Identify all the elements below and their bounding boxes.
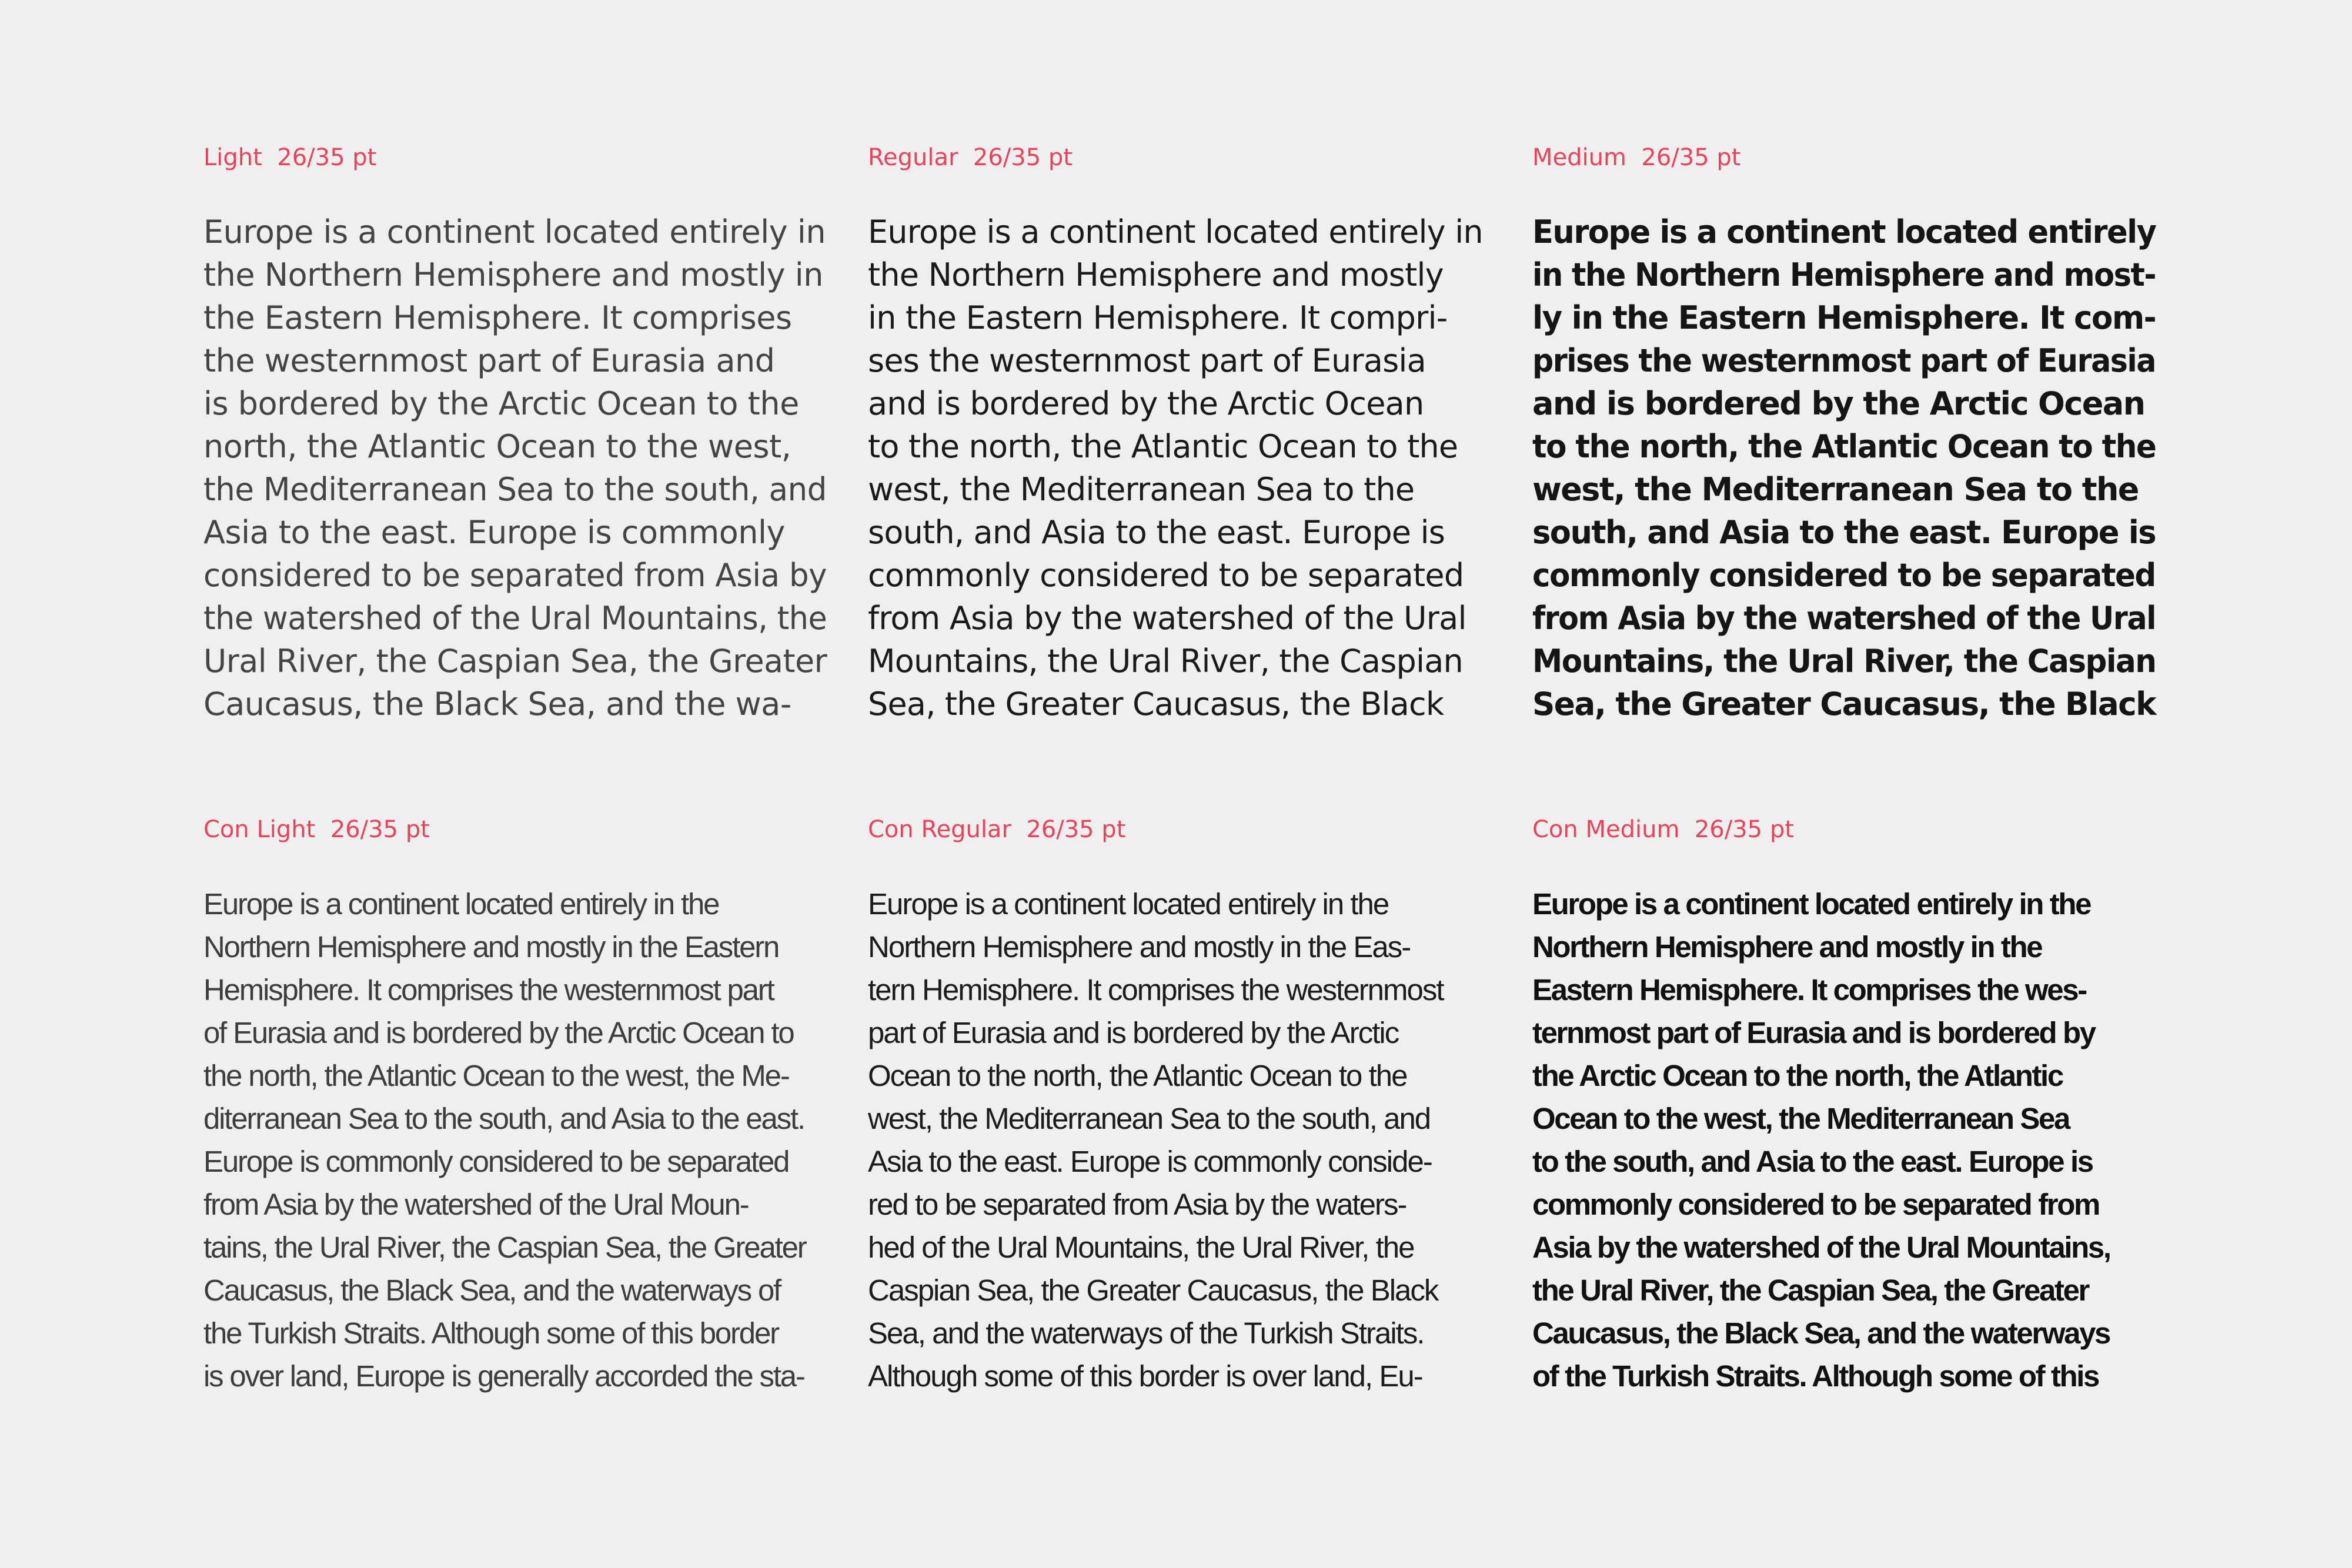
paragraph-line: Europe is a continent located entirely in the bbox=[868, 887, 1389, 921]
paragraph-line: west, the Mediterranean Sea to the bbox=[868, 471, 1415, 508]
paragraph-line: and is bordered by the Arctic Ocean bbox=[1532, 385, 2145, 422]
specimen-paragraph bbox=[203, 882, 827, 1398]
paragraph-line: Europe is a continent located entirely bbox=[1532, 213, 2156, 250]
paragraph-line: Europe is a continent located entirely in the bbox=[1532, 887, 2091, 921]
paragraph-line: Asia to the east. Europe is commonly conside- bbox=[868, 1145, 1432, 1178]
paragraph-line: Caucasus, the Black Sea, and the waterways of bbox=[203, 1273, 781, 1307]
specimen-con-light bbox=[203, 815, 827, 1398]
paragraph-line: Caucasus, the Black Sea, and the wa- bbox=[203, 686, 791, 723]
paragraph-line: Northern Hemisphere and mostly in the Eas- bbox=[868, 930, 1411, 964]
paragraph-line: Mountains, the Ural River, the Caspian bbox=[1532, 643, 2156, 680]
paragraph-line: from Asia by the watershed of the Ural bbox=[1532, 600, 2156, 637]
paragraph-line: and is bordered by the Arctic Ocean bbox=[868, 385, 1424, 422]
paragraph-line: considered to be separated from Asia by bbox=[203, 557, 827, 594]
paragraph-line: diterranean Sea to the south, and Asia to the east. bbox=[203, 1102, 804, 1135]
paragraph-line: to the north, the Atlantic Ocean to the bbox=[1532, 428, 2156, 465]
paragraph-line: north, the Atlantic Ocean to the west, bbox=[203, 428, 791, 465]
paragraph-line: commonly considered to be separated bbox=[868, 557, 1464, 594]
specimen-label: Con Medium 26/35 pt bbox=[1532, 816, 1794, 843]
specimen-regular bbox=[868, 143, 1491, 726]
paragraph-line: from Asia by the watershed of the Ural bbox=[868, 600, 1466, 637]
specimen-label: Con Light 26/35 pt bbox=[203, 816, 430, 843]
paragraph-line: Asia to the east. Europe is commonly bbox=[203, 514, 785, 551]
specimen-con-regular bbox=[868, 815, 1491, 1398]
specimen-label: Light 26/35 pt bbox=[203, 144, 377, 171]
paragraph-line: Europe is commonly considered to be separated bbox=[203, 1145, 789, 1178]
paragraph-line: the Ural River, the Caspian Sea, the Greater bbox=[1532, 1273, 2089, 1307]
paragraph-line: the Northern Hemisphere and mostly in bbox=[203, 256, 823, 293]
paragraph-line: Sea, and the waterways of the Turkish Straits. bbox=[868, 1316, 1424, 1350]
paragraph-line: commonly considered to be separated bbox=[1532, 557, 2156, 594]
paragraph-line: to the south, and Asia to the east. Europe is bbox=[1532, 1145, 2093, 1178]
paragraph-line: commonly considered to be separated from bbox=[1532, 1188, 2099, 1221]
specimen-paragraph bbox=[203, 210, 827, 726]
paragraph-line: west, the Mediterranean Sea to the bbox=[1532, 471, 2139, 508]
paragraph-line: Asia by the watershed of the Ural Mountains, bbox=[1532, 1231, 2110, 1264]
paragraph-line: hed of the Ural Mountains, the Ural River, the bbox=[868, 1231, 1414, 1264]
paragraph-line: Northern Hemisphere and mostly in the Eastern bbox=[203, 930, 779, 964]
paragraph-line: Ural River, the Caspian Sea, the Greater bbox=[203, 643, 827, 680]
paragraph-line: Ocean to the north, the Atlantic Ocean to the bbox=[868, 1059, 1407, 1092]
paragraph-line: red to be separated from Asia by the waters- bbox=[868, 1188, 1406, 1221]
specimen-medium bbox=[1532, 143, 2156, 726]
paragraph-line: tern Hemisphere. It comprises the westernmost bbox=[868, 973, 1444, 1007]
paragraph-line: Caucasus, the Black Sea, and the waterways bbox=[1532, 1316, 2110, 1350]
paragraph-line: south, and Asia to the east. Europe is bbox=[1532, 514, 2156, 551]
paragraph-line: to the north, the Atlantic Ocean to the bbox=[868, 428, 1458, 465]
paragraph-line: from Asia by the watershed of the Ural Moun- bbox=[203, 1188, 749, 1221]
paragraph-line: the Mediterranean Sea to the south, and bbox=[203, 471, 827, 508]
paragraph-line: Europe is a continent located entirely in bbox=[203, 213, 826, 250]
paragraph-line: the Eastern Hemisphere. It comprises bbox=[203, 299, 792, 336]
paragraph-line: is over land, Europe is generally accorded the sta- bbox=[203, 1359, 804, 1393]
paragraph-line: Caspian Sea, the Greater Caucasus, the Black bbox=[868, 1273, 1438, 1307]
paragraph-line: Eastern Hemisphere. It comprises the wes- bbox=[1532, 973, 2086, 1007]
paragraph-line: Europe is a continent located entirely in the bbox=[203, 887, 719, 921]
paragraph-line: Ocean to the west, the Mediterranean Sea bbox=[1532, 1102, 2069, 1135]
paragraph-line: the Arctic Ocean to the north, the Atlantic bbox=[1532, 1059, 2063, 1092]
paragraph-line: the Turkish Straits. Although some of this border bbox=[203, 1316, 779, 1350]
paragraph-line: Mountains, the Ural River, the Caspian bbox=[868, 643, 1463, 680]
specimen-light bbox=[203, 143, 827, 726]
paragraph-line: in the Northern Hemisphere and most- bbox=[1532, 256, 2156, 293]
paragraph-line: is bordered by the Arctic Ocean to the bbox=[203, 385, 799, 422]
paragraph-line: west, the Mediterranean Sea to the south, and bbox=[868, 1102, 1431, 1135]
paragraph-line: in the Eastern Hemisphere. It compri- bbox=[868, 299, 1448, 336]
paragraph-line: prises the westernmost part of Eurasia bbox=[1532, 342, 2156, 379]
specimen-label: Medium 26/35 pt bbox=[1532, 144, 1741, 171]
specimen-label: Con Regular 26/35 pt bbox=[868, 816, 1126, 843]
paragraph-line: of Eurasia and is bordered by the Arctic Ocean to bbox=[203, 1016, 794, 1049]
specimen-paragraph bbox=[868, 882, 1491, 1398]
paragraph-line: the Northern Hemisphere and mostly bbox=[868, 256, 1444, 293]
paragraph-line: Sea, the Greater Caucasus, the Black bbox=[1532, 686, 2156, 723]
specimen-paragraph bbox=[868, 210, 1491, 726]
specimen-paragraph bbox=[1532, 882, 2156, 1398]
paragraph-line: the watershed of the Ural Mountains, the bbox=[203, 600, 827, 637]
paragraph-line: Hemisphere. It comprises the westernmost part bbox=[203, 973, 774, 1007]
paragraph-line: the north, the Atlantic Ocean to the west, the Me- bbox=[203, 1059, 789, 1092]
specimen-con-medium bbox=[1532, 815, 2156, 1398]
paragraph-line: the westernmost part of Eurasia and bbox=[203, 342, 775, 379]
specimen-paragraph bbox=[1532, 210, 2156, 726]
paragraph-line: ses the westernmost part of Eurasia bbox=[868, 342, 1426, 379]
paragraph-line: Northern Hemisphere and mostly in the bbox=[1532, 930, 2042, 964]
paragraph-line: of the Turkish Straits. Although some of this bbox=[1532, 1359, 2099, 1393]
paragraph-line: ly in the Eastern Hemisphere. It com- bbox=[1532, 299, 2156, 336]
paragraph-line: tains, the Ural River, the Caspian Sea, the Greater bbox=[203, 1231, 806, 1264]
paragraph-line: Europe is a continent located entirely in bbox=[868, 213, 1483, 250]
specimen-label: Regular 26/35 pt bbox=[868, 144, 1073, 171]
paragraph-line: part of Eurasia and is bordered by the Arctic bbox=[868, 1016, 1399, 1049]
paragraph-line: ternmost part of Eurasia and is bordered by bbox=[1532, 1016, 2095, 1049]
paragraph-line: Sea, the Greater Caucasus, the Black bbox=[868, 686, 1444, 723]
paragraph-line: Although some of this border is over land, Eu- bbox=[868, 1359, 1422, 1393]
paragraph-line: south, and Asia to the east. Europe is bbox=[868, 514, 1445, 551]
